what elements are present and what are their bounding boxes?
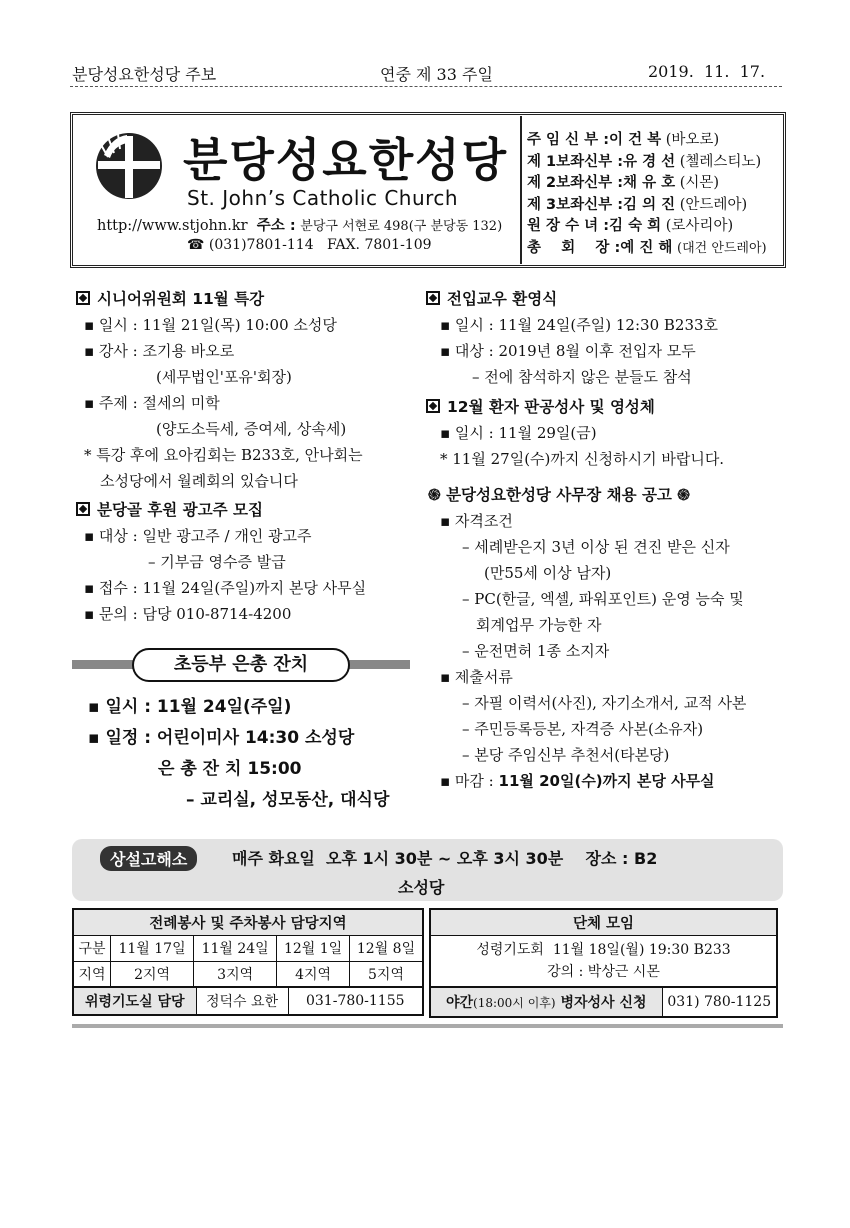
masthead-divider xyxy=(520,116,522,264)
list-item: ▪ 주제 : 절세의 미학 xyxy=(84,394,220,412)
list-item: * 특강 후에 요아킴회는 B233호, 안나회는 xyxy=(84,446,363,464)
table-cell: 4지역 xyxy=(277,961,350,987)
table-cell: 구분 xyxy=(73,935,111,961)
clergy-row: 원 장 수 녀 :김 숙 희 (로사리아) xyxy=(527,218,734,234)
clergy-row: 제 2보좌신부 :채 유 호 (시몬) xyxy=(527,175,720,191)
table-cell xyxy=(430,935,777,987)
night-sick-mass-phone: 031) 780-1125 xyxy=(662,987,777,1017)
list-item: (만55세 이상 남자) xyxy=(484,564,612,582)
confession-time: 매주 화요일 오후 1시 30분 ~ 오후 3시 30분 장소 : B2 xyxy=(232,849,658,868)
list-item: ▪ 일시 : 11월 29일(금) xyxy=(440,424,597,442)
list-item: – PC(한글, 엑셀, 파워포인트) 운영 능숙 및 xyxy=(462,590,744,608)
bulletin-name: 분당성요한성당 주보 xyxy=(72,65,217,84)
header-divider xyxy=(70,86,782,87)
confession-label: 상설고해소 xyxy=(100,846,197,871)
swirl-icon: ֍ xyxy=(677,486,690,504)
memorial-room-label: 위령기도실 담당 xyxy=(74,988,196,1014)
memorial-room-phone: 031-780-1155 xyxy=(305,993,405,1009)
list-item: – 교리실, 성모동산, 대식당 xyxy=(186,790,390,810)
list-item: ▪ 대상 : 일반 광고주 / 개인 광고주 xyxy=(84,527,312,545)
list-item: – 주민등록등본, 자격증 사본(소유자) xyxy=(462,720,704,738)
list-item: 은 총 잔 치 15:00 xyxy=(158,759,302,779)
list-item: – 본당 주임신부 추천서(타본당) xyxy=(462,746,670,764)
website-link[interactable]: http://www.stjohn.kr xyxy=(97,218,248,234)
recruit-title: ֍ 분당성요한성당 사무장 채용 공고 ֍ xyxy=(428,486,690,504)
table-row xyxy=(73,987,423,1015)
senior-lecture-title: 시니어위원회 11월 특강 xyxy=(76,286,416,312)
list-item: 회계업무 가능한 자 xyxy=(476,616,602,634)
left-column xyxy=(76,286,416,627)
list-item: * 11월 27일(수)까지 신청하시기 바랍니다. xyxy=(440,450,725,468)
children-party-title: 초등부 은총 잔치 xyxy=(132,648,350,682)
children-party-details xyxy=(88,692,389,816)
bottom-divider xyxy=(72,1024,783,1028)
confession-place: 소성당 xyxy=(398,878,445,897)
table-cell: 5지역 xyxy=(350,961,423,987)
table-cell: 2지역 xyxy=(111,961,194,987)
clergy-row: 제 1보좌신부 :유 경 선 (첼레스티노) xyxy=(527,153,762,170)
prayer-meeting: 성령기도회 11월 18일(월) 19:30 B233 xyxy=(476,941,731,958)
clergy-row: 총 회 장 :예 진 해 (대건 안드레아) xyxy=(527,239,767,256)
table-cell: 11월 17일 xyxy=(111,935,194,961)
square-bullet-icon xyxy=(76,502,90,516)
sponsor-title: 분당골 후원 광고주 모집 xyxy=(76,497,416,523)
list-item: ▪ 일시 : 11월 24일(주일) 12:30 B233호 xyxy=(440,316,719,334)
list-item: (세무법인'포유'회장) xyxy=(156,368,292,386)
table-cell: 12월 1일 xyxy=(277,935,350,961)
liturgical-week: 연중 제 33 주일 xyxy=(380,65,493,84)
welcome-title: 전입교우 환영식 xyxy=(426,286,786,312)
children-party-banner xyxy=(72,648,410,682)
list-item: ▪ 강사 : 조기용 바오로 xyxy=(84,342,235,360)
list-item: (양도소득세, 증여세, 상속세) xyxy=(156,420,347,438)
table-row xyxy=(73,961,423,987)
list-item: ▪ 문의 : 담당 010-8714-4200 xyxy=(84,605,292,623)
table-cell: 3지역 xyxy=(194,961,277,987)
night-sick-mass-label: 야간(18:00시 이후) 병자성사 신청 xyxy=(430,987,662,1017)
sick-mass-title: 12월 환자 판공성사 및 영성체 xyxy=(426,394,786,420)
list-item: 소성당에서 월례회의 있습니다 xyxy=(100,472,298,490)
list-item: ▪ 마감 : 11월 20일(수)까지 본당 사무실 xyxy=(440,772,715,790)
duty-table-title: 전례봉사 및 주차봉사 담당지역 xyxy=(73,909,423,935)
group-table-title: 단체 모임 xyxy=(430,909,777,935)
group-table xyxy=(429,908,778,1018)
church-logo-icon xyxy=(94,131,164,201)
clergy-list xyxy=(527,130,767,259)
list-item: ▪ 제출서류 xyxy=(440,668,513,686)
list-item: ▪ 일시 : 11월 21일(목) 10:00 소성당 xyxy=(84,316,337,334)
right-column xyxy=(426,286,786,794)
church-english-name: St. John’s Catholic Church xyxy=(187,186,459,210)
confession-banner xyxy=(72,839,783,901)
table-row xyxy=(430,935,777,987)
list-item: ▪ 접수 : 11월 24일(주일)까지 본당 사무실 xyxy=(84,579,367,597)
clergy-row: 제 3보좌신부 :김 의 진 (안드레아) xyxy=(527,196,748,213)
square-bullet-icon xyxy=(426,291,440,305)
table-cell: 12월 8일 xyxy=(350,935,423,961)
square-bullet-icon xyxy=(426,399,440,413)
list-item: – 기부금 영수증 발급 xyxy=(148,553,286,571)
memorial-room-person: 정덕수 요한 xyxy=(196,988,288,1014)
square-bullet-icon xyxy=(76,291,90,305)
church-contact xyxy=(97,214,502,235)
list-item: – 전에 참석하지 않은 분들도 참석 xyxy=(472,368,692,386)
lecture: 강의 : 박상근 시몬 xyxy=(547,963,660,980)
table-cell: 지역 xyxy=(73,961,111,987)
phone-fax: ☎ (031)7801-114 FAX. 7801-109 xyxy=(187,237,432,253)
table-cell: 11월 24일 xyxy=(194,935,277,961)
table-row xyxy=(73,935,423,961)
table-row xyxy=(430,987,777,1017)
list-item: ▪ 일정 : 어린이미사 14:30 소성당 xyxy=(88,728,355,748)
duty-table xyxy=(72,908,424,1016)
list-item: – 자필 이력서(사진), 자기소개서, 교적 사본 xyxy=(462,694,747,712)
list-item: ▪ 일시 : 11월 24일(주일) xyxy=(88,697,292,717)
bulletin-date: 2019. 11. 17. xyxy=(648,62,766,81)
address: 분당구 서현로 498(구 분당동 132) xyxy=(300,219,503,234)
swirl-icon: ֍ xyxy=(428,486,441,504)
list-item: ▪ 자격조건 xyxy=(440,512,513,530)
list-item: – 세례받은지 3년 이상 된 견진 받은 신자 xyxy=(462,538,730,556)
address-label: 주소 : xyxy=(256,218,296,234)
church-name: 분당성요한성당 xyxy=(183,133,509,187)
list-item: – 운전면허 1종 소지자 xyxy=(462,642,610,660)
clergy-row: 주 임 신 부 :이 건 복 (바오로) xyxy=(527,132,720,148)
list-item: ▪ 대상 : 2019년 8월 이후 전입자 모두 xyxy=(440,342,696,360)
